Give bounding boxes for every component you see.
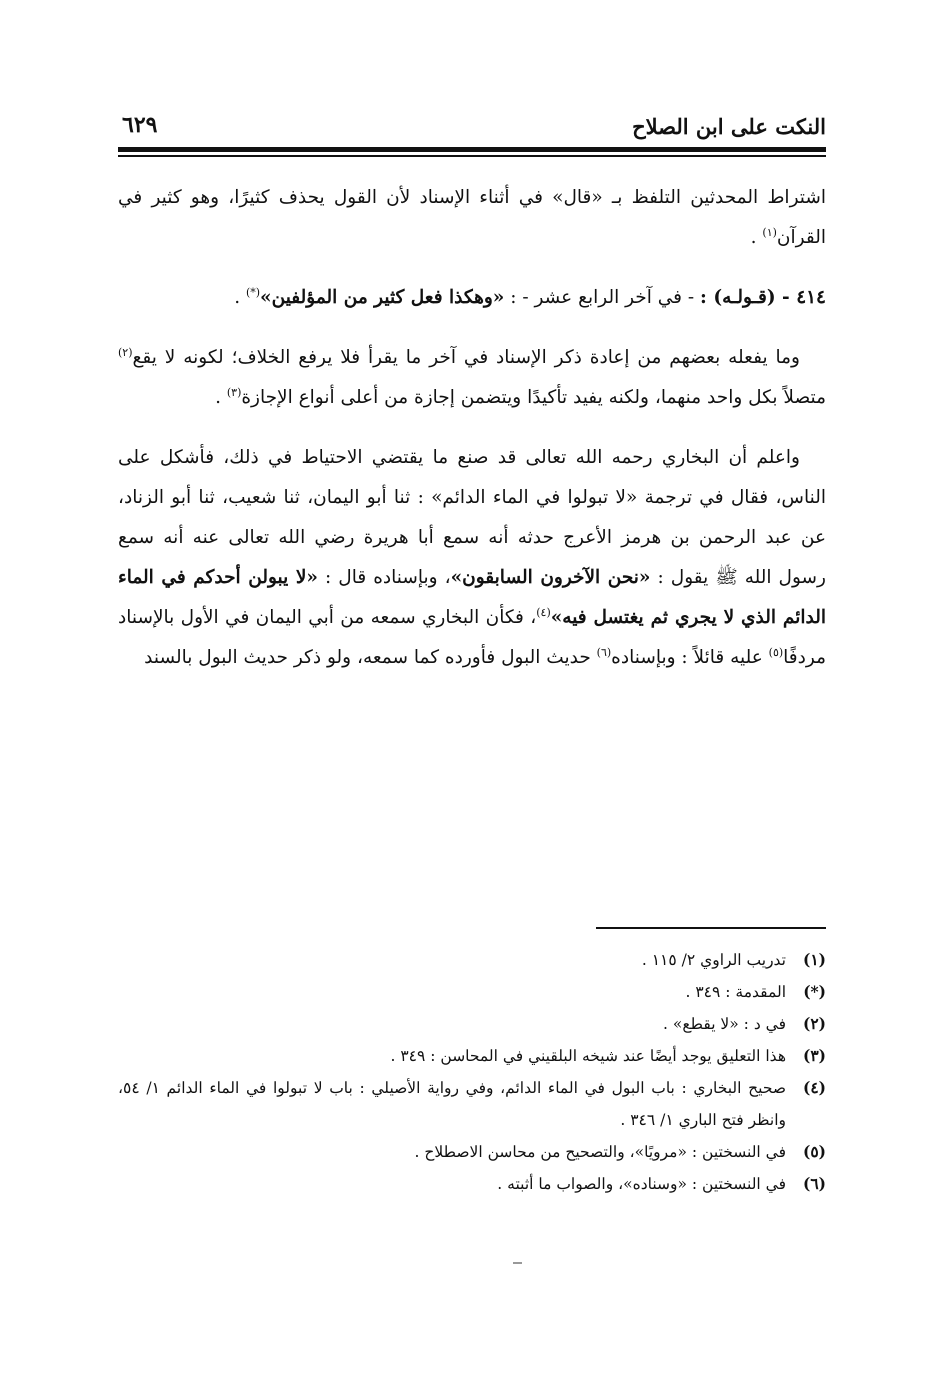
footnote-ref-2: (٢) [118,345,133,359]
footnotes [118,944,826,1200]
paragraph-4-text-b: ، وبإسناده قال : [317,567,451,588]
footnote-number: (٦) [802,1174,826,1193]
header-rule-thin [118,155,826,157]
paragraph-3-text-b: متصلاً بكل واحد منهما، ولكنه يفيد تأكيدًا ويتضمن إجازة من أعلى أنواع الإجازة [241,387,826,408]
footnote-ref-1: (١) [762,225,777,239]
footnote-number: (٥) [802,1142,826,1161]
footnote-ref-5: (٥) [768,645,784,659]
footnote-separator [596,927,826,929]
footnote-ref-4: (٤) [536,605,551,619]
footnote-ref-star: (*) [245,285,261,299]
hadith-quote-1: «نحن الآخرون السابقون» [450,567,651,588]
footnote-number: (١) [802,950,826,969]
paragraph-3 [118,338,826,418]
paragraph-1-end: . [750,227,763,248]
footnote-ref-3: (٣) [226,385,242,399]
header-rule-thick [118,147,826,152]
main-text [118,178,826,698]
footnote-number: (*) [803,982,826,1001]
footnote-number: (٢) [802,1014,826,1033]
footnote-text: في د : «لا يقطع» . [663,1015,786,1033]
footnote-text: هذا التعليق يوجد أيضًا عند شيخه البلقيني في المحاسن : ٣٤٩ . [390,1047,786,1065]
page-number: ٦٢٩ [122,112,158,138]
footnote-text: صحيح البخاري : باب البول في الماء الدائم، وفي رواية الأصيلي : باب لا تبولوا في الماء الدائم ١/ ٥٤، وانظر فتح الباري ١/ ٣٤٦ . [118,1079,786,1129]
footnote-ref-6: (٦) [596,645,612,659]
hadith-quote-2: «لا يبولن أحدكم في الماء الدائم الذي لا يجري ثم يغتسل فيه» [118,567,826,628]
paragraph-4-text-d: عليه قائلاً : وبإسناده [611,647,769,668]
footnote-number: (٤) [802,1078,826,1097]
paragraph-1-text: اشتراط المحدثين التلفظ بـ «قال» في أثناء الإسناد لأن القول يحذف كثيرًا، وهو كثير في القرآن [118,187,826,248]
footnote [118,976,826,1008]
paragraph-2-end: . [234,287,246,308]
paragraph-2 [118,278,826,318]
quoted-phrase: «وهكذا فعل كثير من المؤلفين» [260,287,505,308]
footnote [118,1072,826,1136]
footnote [118,1040,826,1072]
paragraph-4-text-a: واعلم أن البخاري رحمه الله تعالى قد صنع ما يقتضي الاحتياط في ذلك، فأشكل على الناس، فقال في ترجمة «لا تبولوا في الماء الدائم» : ثنا أبو اليمان، ثنا شعيب، ثنا أبو الزناد، عن عبد الرحمن بن هرمز الأعرج حدثه أنه سمع أبا هريرة رضي الله تعالى عنه أنه سمع رسول الله ﷺ يقول : [118,447,826,588]
footnote [118,1008,826,1040]
footnote-text: في النسختين : «مرويًا»، والتصحيح من محاسن الاصطلاح . [414,1143,786,1161]
print-speck [513,1262,522,1264]
paragraph-3-text-a: وما يفعله بعضهم من إعادة ذكر الإسناد في آخر ما يقرأ فلا يرفع الخلاف؛ لكونه لا يقع [132,347,800,368]
footnote-text: في النسختين : «وسناده»، والصواب ما أثبته . [497,1175,786,1193]
paragraph-1 [118,178,826,258]
paragraph-2-text: - في آخر الرابع عشر - : [504,287,701,308]
entry-number: ٤١٤ - (قـولـه) : [700,287,826,308]
footnote [118,944,826,976]
paragraph-4-text-c: ، فكأن البخاري سمعه من أبي اليمان في الأول بالإسناد مردفًا [118,607,826,668]
paragraph-4-text-e: حديث البول فأورده كما سمعه، ولو ذكر حديث البول بالسند [144,647,597,668]
footnote [118,1168,826,1200]
paragraph-4 [118,438,826,678]
footnote-text: تدريب الراوي ٢/ ١١٥ . [641,951,786,969]
footnote-text: المقدمة : ٣٤٩ . [685,983,786,1001]
running-title: النكت على ابن الصلاح [632,114,826,139]
page-header [118,108,826,148]
footnote-number: (٣) [802,1046,826,1065]
paragraph-3-end: . [215,387,227,408]
footnote [118,1136,826,1168]
